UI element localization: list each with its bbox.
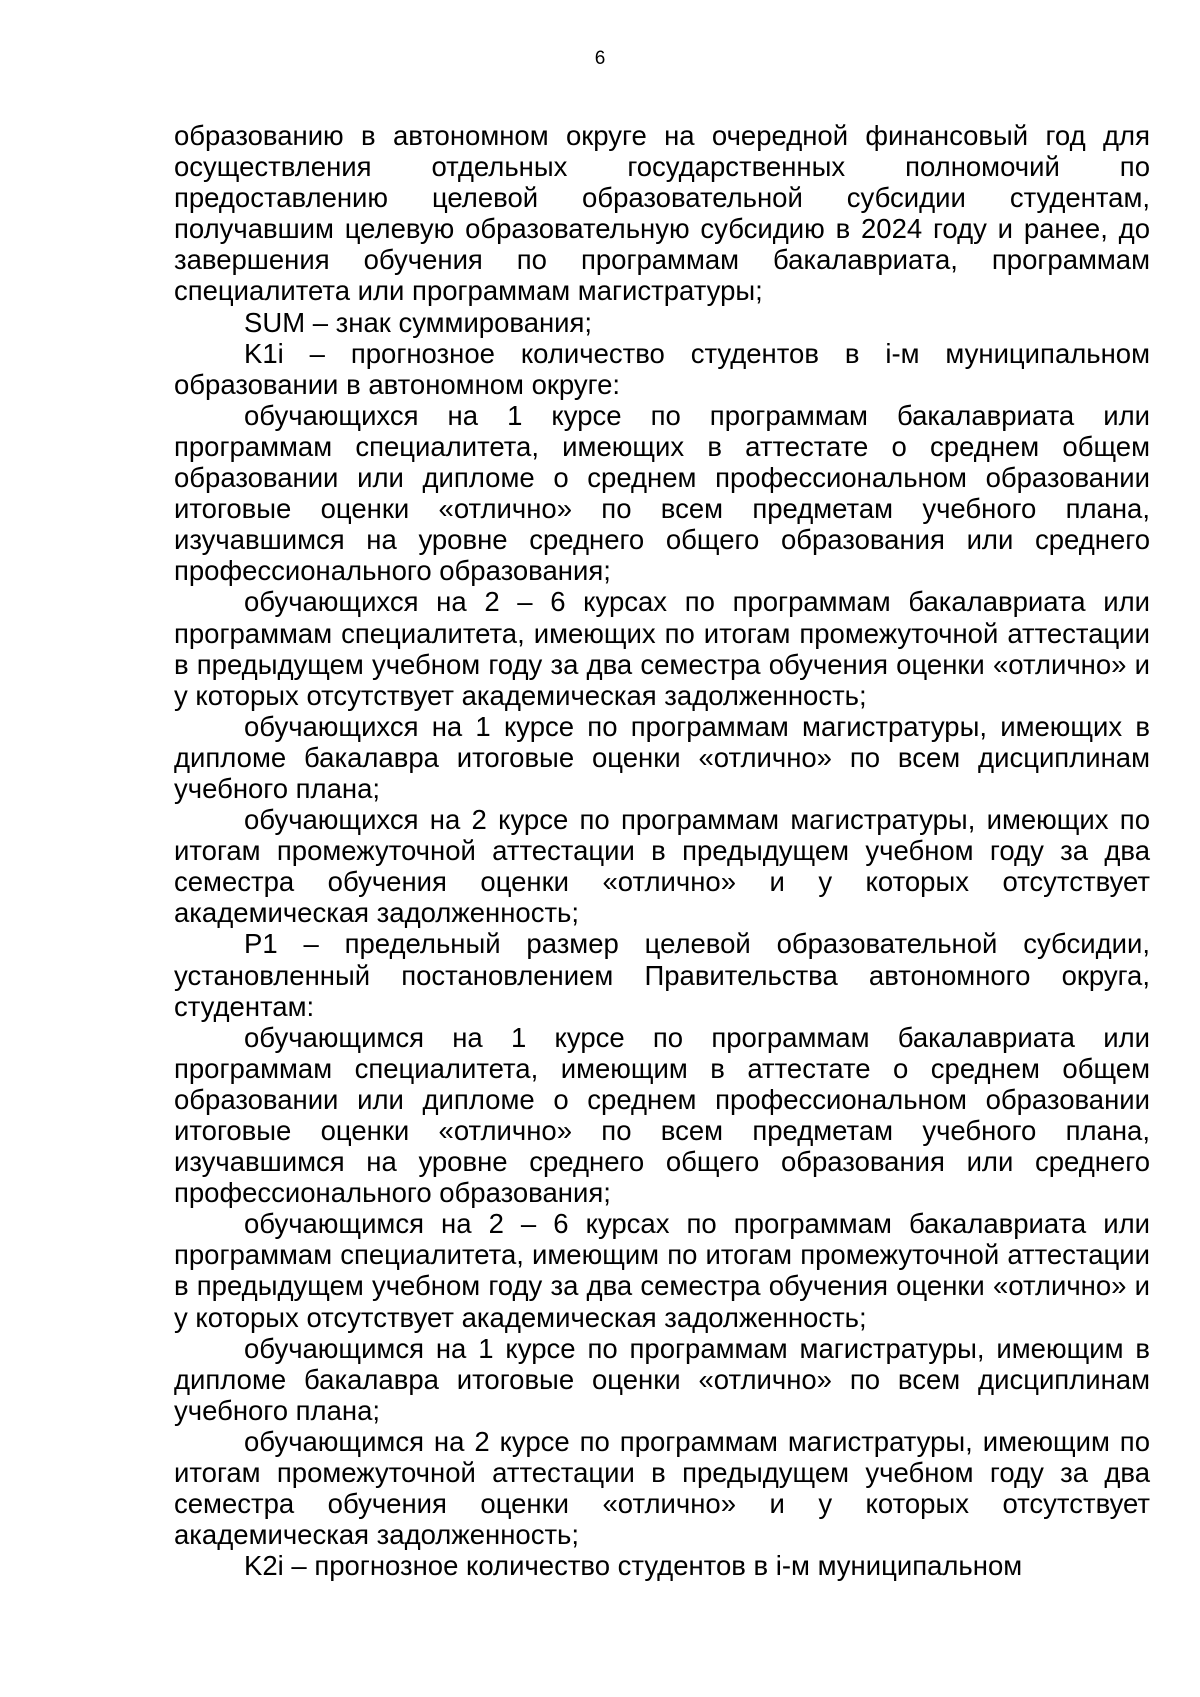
- document-body: [174, 120, 1150, 1581]
- paragraph: P1 – предельный размер целевой образовательной субсидии, установленный постановлением Правительства автономного округа, студентам:: [174, 928, 1150, 1022]
- paragraph: обучающихся на 1 курсе по программам магистратуры, имеющих в дипломе бакалавра итоговые оценки «отлично» по всем дисциплинам учебного плана;: [174, 710, 1150, 804]
- paragraph: обучающимся на 2 – 6 курсах по программам бакалавриата или программам специалитета, имеющим по итогам промежуточной аттестации в предыдущем учебном году за два семестра обучения оценки «отлично» и у которых отсутствует академическая задолженность;: [174, 1208, 1150, 1333]
- paragraph: обучающимся на 1 курсе по программам магистратуры, имеющим в дипломе бакалавра итоговые оценки «отлично» по всем дисциплинам учебного плана;: [174, 1332, 1150, 1426]
- paragraph: K2i – прогнозное количество студентов в i-м муниципальном: [244, 1550, 1023, 1582]
- paragraph: K1i – прогнозное количество студентов в i-м муниципальном образовании в автономном округе:: [174, 337, 1150, 400]
- paragraph: обучающимся на 2 курсе по программам магистратуры, имеющим по итогам промежуточной аттестации в предыдущем учебном году за два семестра обучения оценки «отлично» и у которых отсутствует академическая задолженность;: [174, 1425, 1150, 1551]
- paragraph: обучающихся на 1 курсе по программам бакалавриата или программам специалитета, имеющих в аттестате о среднем общем образовании или дипломе о среднем профессиональном образовании итоговые оценки «отлично» по всем предметам учебного плана, изучавшимся на уровне среднего общего образования или среднего профессионального образования;: [174, 399, 1150, 587]
- page-number: 6: [594, 48, 606, 69]
- paragraph: обучающимся на 1 курсе по программам бакалавриата или программам специалитета, имеющим в аттестате о среднем общем образовании или дипломе о среднем профессиональном образовании итоговые оценки «отлично» по всем предметам учебного плана, изучавшимся на уровне среднего общего образования или среднего профессионального образования;: [174, 1021, 1150, 1209]
- paragraph: обучающихся на 2 курсе по программам магистратуры, имеющих по итогам промежуточной аттестации в предыдущем учебном году за два семестра обучения оценки «отлично» и у которых отсутствует академическая задолженность;: [174, 804, 1150, 929]
- paragraph: образованию в автономном округе на очередной финансовый год для осуществления отдельных государственных полномочий по предоставлению целевой образовательной субсидии студентам, получавшим целевую образовательную субсидию в 2024 году и ранее, до завершения обучения по программам бакалавриата, программам специалитета или программам магистратуры;: [174, 120, 1150, 307]
- paragraph: обучающихся на 2 – 6 курсах по программам бакалавриата или программам специалитета, имеющих по итогам промежуточной аттестации в предыдущем учебном году за два семестра обучения оценки «отлично» и у которых отсутствует академическая задолженность;: [174, 586, 1150, 711]
- paragraph: SUM – знак суммирования;: [244, 306, 593, 338]
